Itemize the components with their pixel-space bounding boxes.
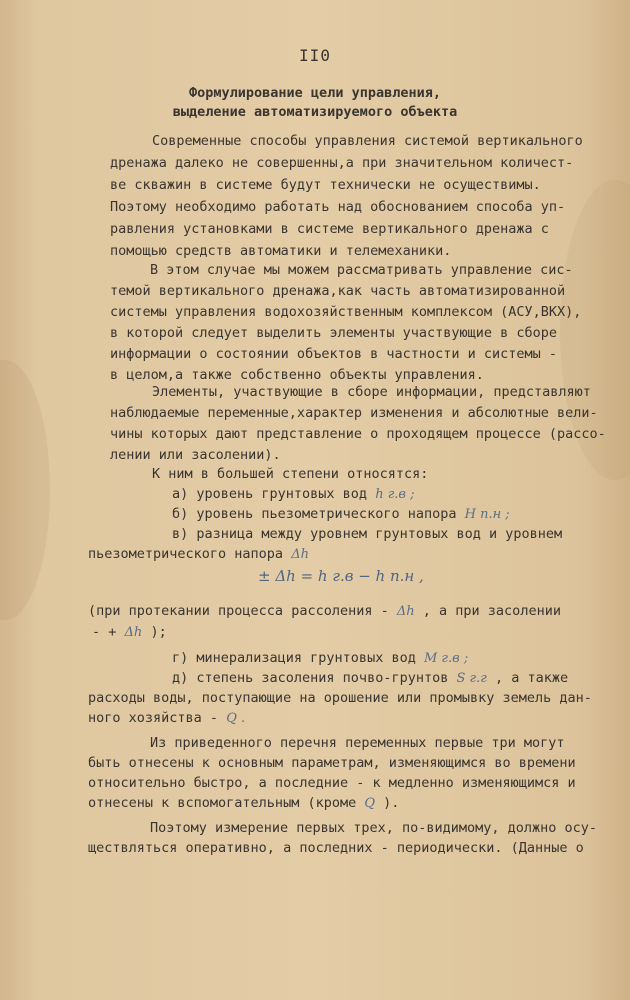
text-line: относительно быстро, а последние - к медленно изменяющимся и: [88, 775, 576, 791]
text-line: [88, 603, 561, 620]
text-line: темой вертикального дренажа,как часть автоматизированной: [110, 283, 566, 299]
text-line: информации о состоянии объектов в частности и системы -: [110, 346, 558, 362]
handwritten-symbol: M г.в ;: [423, 651, 469, 666]
text-line: Современные способы управления системой вертикального: [152, 133, 583, 149]
text-line: в которой следует выделить элементы участвующие в сборе: [110, 325, 558, 341]
text-line: в целом,а также собственно объекты управления.: [110, 367, 484, 383]
handwritten-symbol: Q .: [226, 711, 246, 726]
text-line: [88, 546, 309, 563]
text-line: [92, 624, 167, 641]
text-line: К ним в большей степени относятся:: [152, 466, 429, 482]
text-line: Из приведенного перечня переменных первые три могут: [150, 735, 565, 751]
text-fragment: (при протекании процесса рассоления -: [88, 603, 389, 619]
text-line: расходы воды, поступающие на орошение или промывку земель дан-: [88, 690, 592, 706]
text-line: ве скважин в системе будут технически не осуществимы.: [110, 177, 541, 193]
text-line: ществляться оперативно, а последних - периодически. (Данные о: [88, 840, 584, 856]
handwritten-symbol: Δh: [396, 604, 415, 619]
text-line: чины которых дают представление о проходящем процессе (рассо-: [110, 426, 606, 442]
handwritten-symbol: Δh: [124, 625, 143, 640]
text-line: Элементы, участвующие в сборе информации, представляют: [152, 384, 591, 400]
list-item-g: [172, 650, 468, 667]
handwritten-symbol: H п.н ;: [464, 507, 510, 522]
section-title-line-2: выделение автоматизируемого объекта: [172, 104, 458, 120]
list-item-text: д) степень засоления почво-грунтов: [172, 670, 449, 686]
text-line: Поэтому необходимо работать над обоснованием способа уп-: [110, 199, 566, 215]
text-line: В этом случае мы можем рассматривать управление сис-: [150, 262, 573, 278]
list-item-d: [172, 670, 568, 687]
text-fragment: - +: [92, 624, 117, 640]
text-line: Поэтому измерение первых трех, по-видимому, должно осу-: [150, 820, 598, 836]
list-item-b: [172, 506, 510, 523]
list-item-c: в) разница между уровнем грунтовых вод и уровнем: [172, 526, 563, 542]
list-item-text: а) уровень грунтовых вод: [172, 486, 368, 502]
text-fragment: , а также: [494, 670, 569, 686]
handwritten-symbol: Δh: [291, 547, 309, 562]
handwritten-symbol: h г.в ;: [375, 487, 415, 502]
formula: ± Δh = h г.в − h п.н ,: [258, 567, 424, 585]
list-item-text: г) минерализация грунтовых вод: [172, 650, 416, 666]
page-number: II0: [299, 46, 331, 65]
text-line: быть отнесены к основным параметрам, изменяющимся во времени: [88, 755, 576, 771]
text-line: помощью средств автоматики и телемеханики.: [110, 243, 452, 259]
section-title-line-1: Формулирование цели управления,: [189, 85, 441, 101]
text-fragment: );: [150, 624, 167, 640]
list-item-a: [172, 486, 415, 503]
text-line: [88, 795, 399, 812]
text-fragment: ).: [383, 795, 400, 811]
text-line: системы управления водохозяйственным комплексом (АСУ,ВКХ),: [110, 304, 582, 320]
text-line: наблюдаемые переменные,характер изменения и абсолютные вели-: [110, 405, 598, 421]
list-item-text: пьезометрического напора: [88, 546, 284, 562]
paper-stain: [0, 360, 50, 620]
text-fragment: ного хозяйства -: [88, 710, 219, 726]
text-line: [88, 710, 245, 727]
text-fragment: , а при засолении: [422, 603, 561, 619]
text-line: лении или засолении).: [110, 447, 281, 463]
text-line: равления установками в системе вертикального дренажа с: [110, 221, 549, 237]
list-item-text: б) уровень пьезометрического напора: [172, 506, 457, 522]
handwritten-symbol: S г.г: [456, 671, 487, 686]
text-line: дренажа далеко не совершенны,а при значительном количест-: [110, 155, 574, 171]
handwritten-symbol: Q: [364, 796, 376, 811]
text-fragment: отнесены к вспомогательным (кроме: [88, 795, 357, 811]
